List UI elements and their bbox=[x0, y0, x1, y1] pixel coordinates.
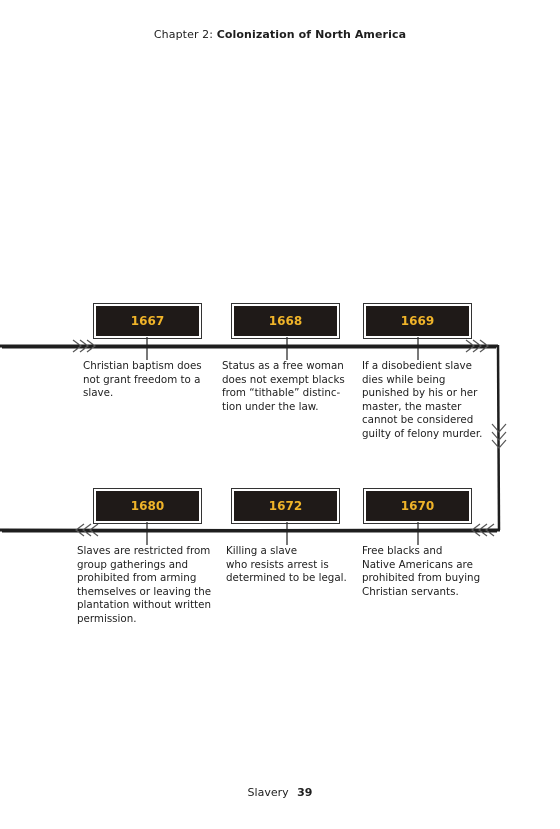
chapter-title: Colonization of North America bbox=[216, 28, 407, 41]
year-label: 1669 bbox=[400, 314, 435, 328]
year-label: 1667 bbox=[130, 314, 165, 328]
year-box-1672 bbox=[234, 491, 337, 521]
event-text-1669: If a disobedient slave dies while being punished by his or her master, the master cannot be considered guilty of felony murder. bbox=[362, 360, 483, 440]
page-footer bbox=[0, 786, 560, 799]
year-box-1669 bbox=[366, 306, 469, 336]
section-name: Slavery bbox=[247, 786, 289, 799]
year-box-1670 bbox=[366, 491, 469, 521]
year-label: 1680 bbox=[130, 499, 165, 513]
page-number: 39 bbox=[297, 786, 313, 799]
year-box-1668 bbox=[234, 306, 337, 336]
timeline-bottom-line bbox=[0, 530, 500, 531]
event-text-1680: Slaves are restricted from group gatherings and prohibited from arming themselves or leaving the plantation without written permission. bbox=[77, 545, 212, 625]
year-box-1667 bbox=[96, 306, 199, 336]
year-box-1680 bbox=[96, 491, 199, 521]
chapter-label: Chapter 2: bbox=[153, 28, 214, 41]
event-text-1667: Christian baptism does not grant freedom to a slave. bbox=[83, 360, 202, 400]
year-label: 1668 bbox=[268, 314, 303, 328]
timeline-top-line bbox=[0, 346, 498, 347]
event-text-1668: Status as a free woman does not exempt blacks from “tithable” distinc- tion under the law. bbox=[222, 360, 345, 413]
year-label: 1670 bbox=[400, 499, 435, 513]
event-text-1670: Free blacks and Native Americans are prohibited from buying Christian servants. bbox=[362, 545, 481, 598]
year-label: 1672 bbox=[268, 499, 303, 513]
event-text-1672: Killing a slave who resists arrest is determined to be legal. bbox=[226, 545, 347, 585]
